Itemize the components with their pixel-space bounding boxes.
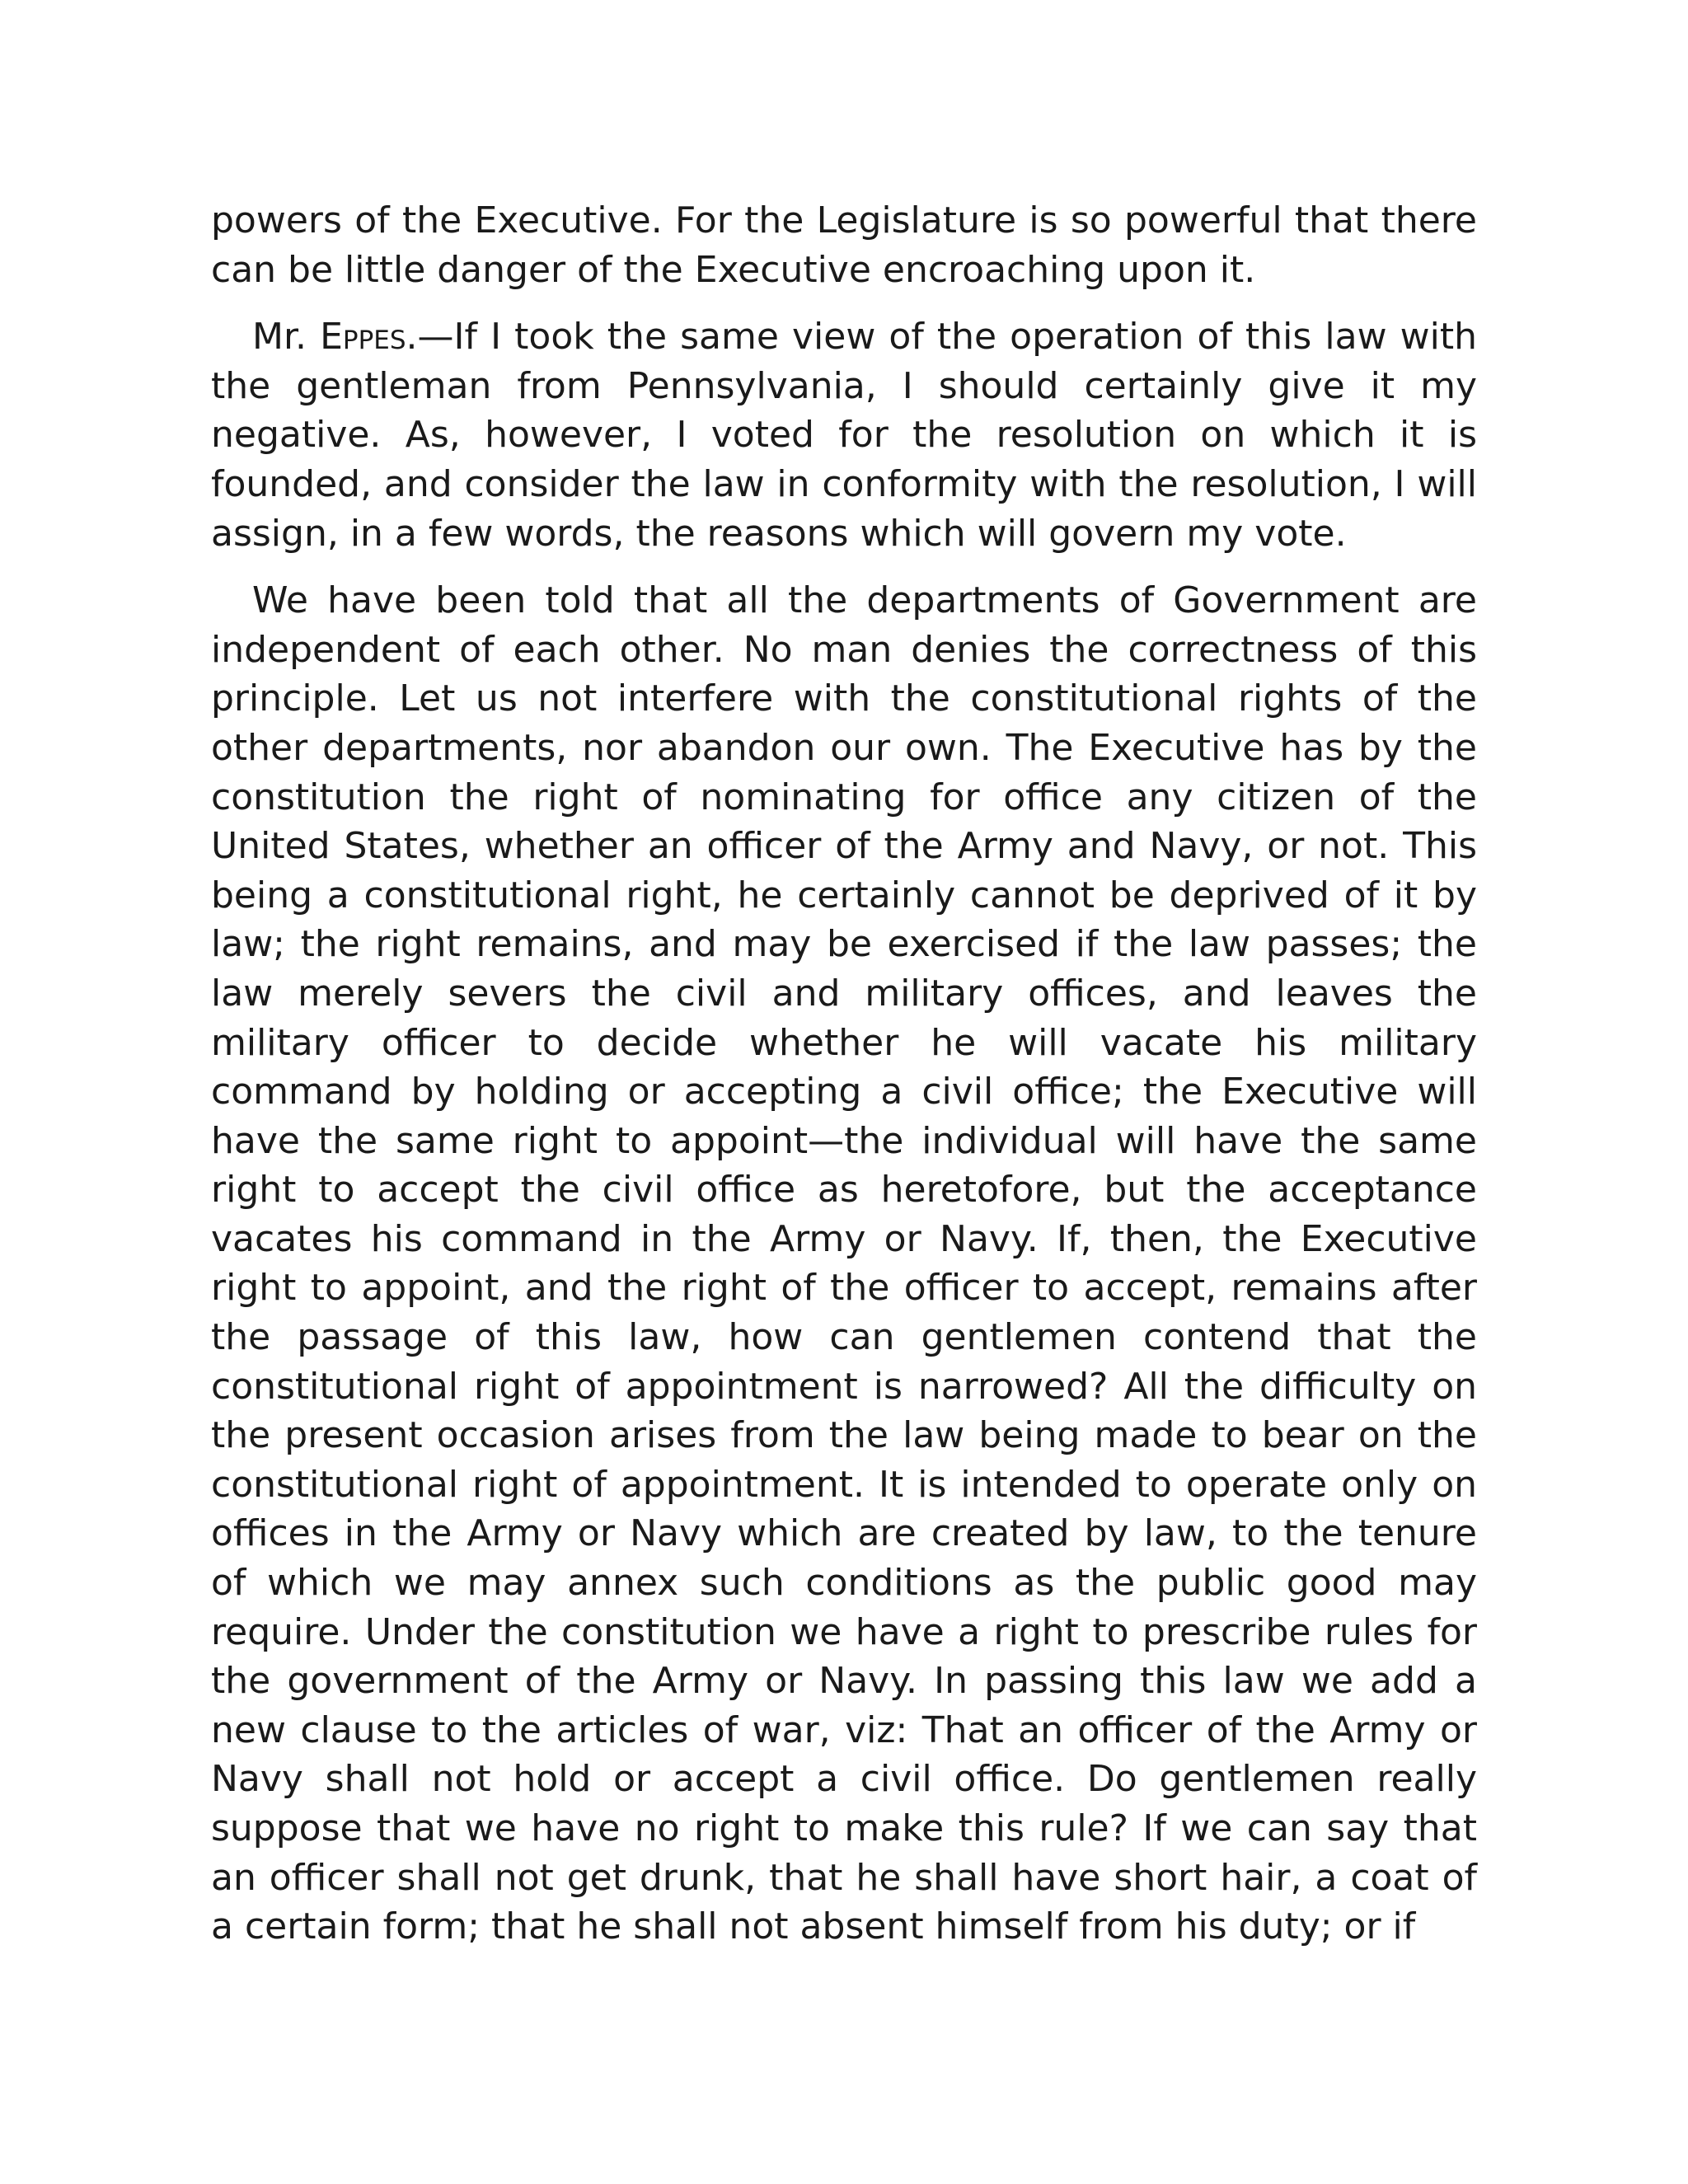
speech-text: .—If I took the same view of the operation of this law with the gentleman from Pennsylvania, I should certainly give it my negative. As, however, I voted for the resolution on which it is founded, and consider the law in conformity with the resolution, I will assign, in a few words, the reasons which will govern my vote. <box>211 316 1477 555</box>
paragraph-continuation: powers of the Executive. For the Legislature is so powerful that there can be little danger of the Executive encroaching upon it. <box>211 199 1477 291</box>
document-page <box>211 196 1477 1970</box>
speaker-prefix: Mr. <box>252 316 321 359</box>
speaker-name: Eppes <box>320 316 406 359</box>
paragraph-departments: We have been told that all the departments of Government are independent of each other. No man denies the correctness of this principle. Let us not interfere with the constitutional rights of the other departments, nor abandon our own. The Executive has by the constitution the right of nominating for office any citizen of the United States, whether an officer of the Army and Navy, or not. This being a constitutional right, he certainly cannot be deprived of it by law; the right remains, and may be exercised if the law passes; the law merely severs the civil and military offices, and leaves the military officer to decide whether he will vacate his military command by holding or accepting a civil office; the Executive will have the same right to appoint—the individual will have the same right to accept the civil office as heretofore, but the acceptance vacates his command in the Army or Navy. If, then, the Executive right to appoint, and the right of the officer to accept, remains after the passage of this law, how can gentlemen contend that the constitutional right of appointment is narrowed? All the difficulty on the present occasion arises from the law being made to bear on the constitutional right of appointment. It is intended to operate only on offices in the Army or Navy which are created by law, to the tenure of which we may annex such conditions as the public good may require. Under the constitution we have a right to prescribe rules for the government of the Army or Navy. In passing this law we add a new clause to the articles of war, viz: That an officer of the Army or Navy shall not hold or accept a civil office. Do gentlemen really suppose that we have no right to make this rule? If we can say that an officer shall not get drunk, that he shall have short hair, a coat of a certain form; that he shall not absent himself from his duty; or if <box>211 579 1477 1948</box>
paragraph-eppes-speech <box>211 312 1477 558</box>
